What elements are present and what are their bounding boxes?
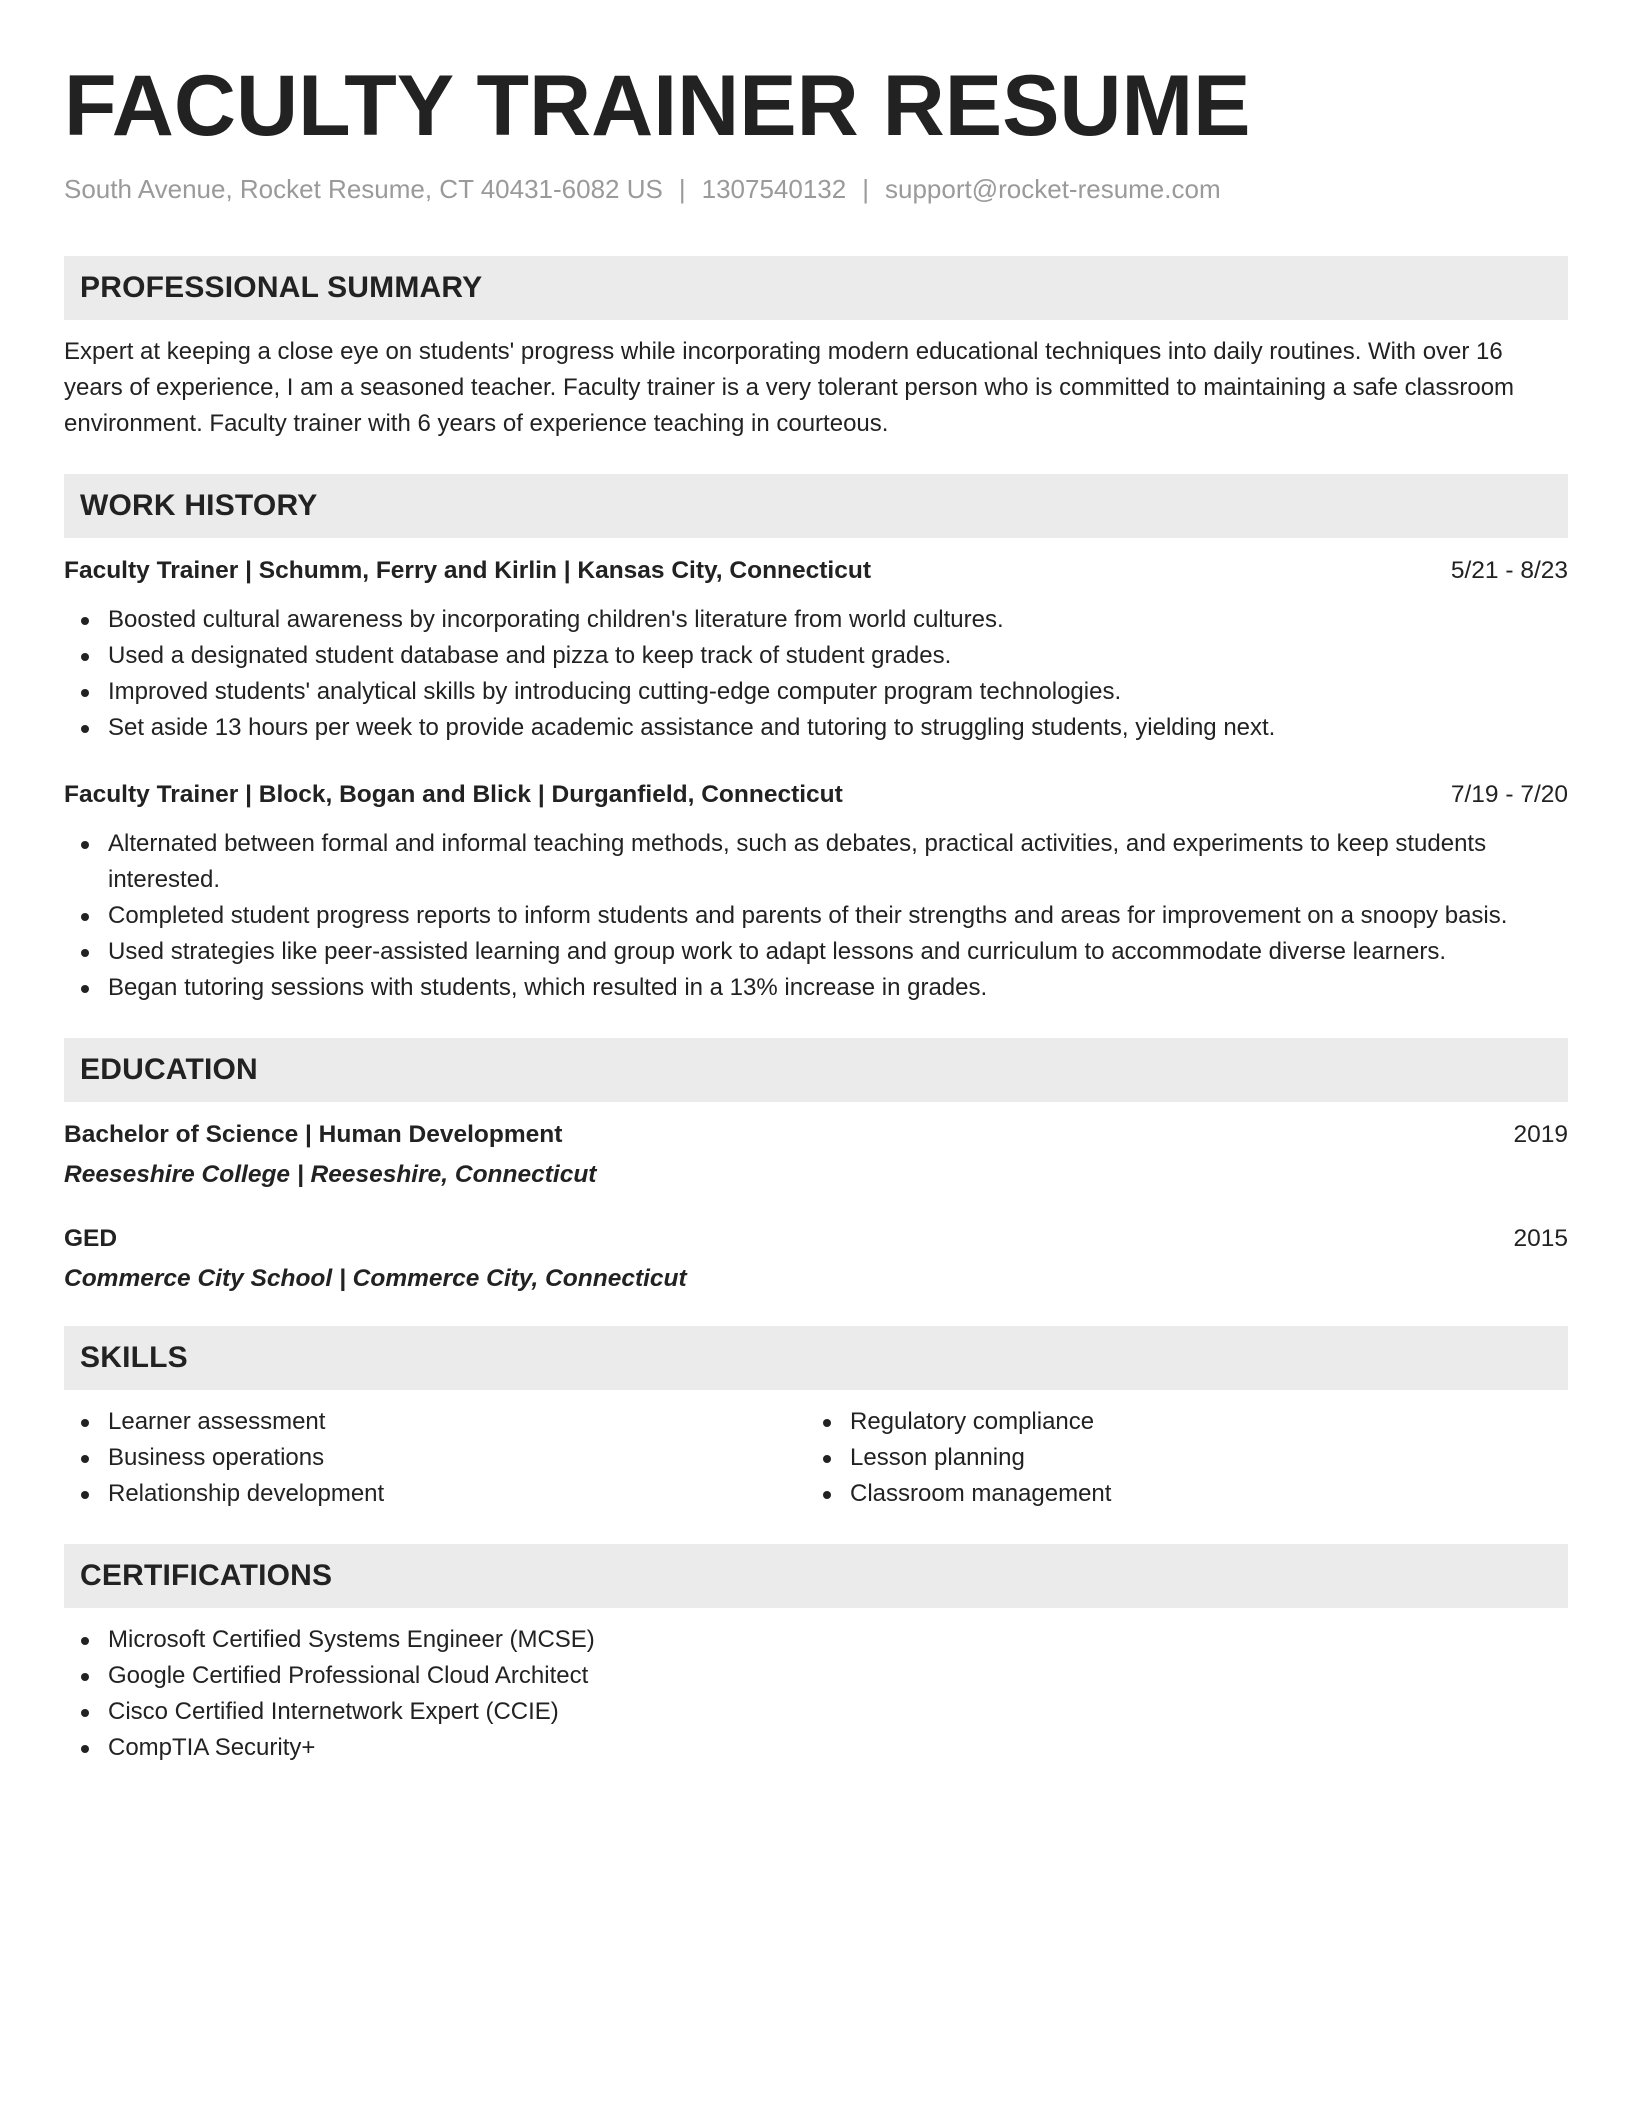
section-heading-certifications: CERTIFICATIONS: [64, 1544, 1568, 1608]
list-item: Regulatory compliance: [806, 1404, 1548, 1440]
education-entry: [64, 1222, 1568, 1296]
contact-email[interactable]: support@rocket-resume.com: [885, 174, 1221, 204]
list-item: Classroom management: [806, 1476, 1548, 1512]
summary-text: Expert at keeping a close eye on students' progress while incorporating modern educational techniques into daily routines. With over 16 years of experience, I am a seasoned teacher. Faculty trainer is a very tolerant person who is committed to maintaining a safe classroom environment. Faculty trainer with 6 years of experience teaching in courteous.: [64, 338, 1515, 437]
job-bullets: [64, 602, 1568, 746]
education-year: 2015: [1513, 1225, 1568, 1252]
contact-separator: |: [862, 174, 869, 204]
work-history-section: [64, 474, 1568, 1006]
skills-column-right: [806, 1404, 1548, 1512]
list-item: Completed student progress reports to inform students and parents of their strengths and areas for improvement on a snoopy basis.: [64, 898, 1568, 934]
list-item: Cisco Certified Internetwork Expert (CCIE): [64, 1694, 1568, 1730]
job-dates: 7/19 - 7/20: [1450, 781, 1568, 808]
list-item: CompTIA Security+: [64, 1730, 1568, 1766]
job-title: Faculty Trainer | Block, Bogan and Blick | Durganfield, Connecticut: [64, 781, 843, 808]
list-item: Set aside 13 hours per week to provide academic assistance and tutoring to struggling students, yielding next.: [64, 710, 1568, 746]
list-item: Microsoft Certified Systems Engineer (MCSE): [64, 1622, 1568, 1658]
certifications-section: [64, 1544, 1568, 1766]
section-heading-summary: PROFESSIONAL SUMMARY: [64, 256, 1568, 320]
list-item: Boosted cultural awareness by incorporating children's literature from world cultures.: [64, 602, 1568, 638]
list-item: Alternated between formal and informal teaching methods, such as debates, practical activities, and experiments to keep students interested.: [64, 826, 1568, 898]
job-header: [64, 554, 1568, 588]
education-degree: Bachelor of Science | Human Development: [64, 1121, 563, 1148]
list-item: Improved students' analytical skills by introducing cutting-edge computer program technologies.: [64, 674, 1568, 710]
list-item: Google Certified Professional Cloud Architect: [64, 1658, 1568, 1694]
resume-page: [64, 58, 1568, 1766]
job-title: Faculty Trainer | Schumm, Ferry and Kirlin | Kansas City, Connecticut: [64, 557, 871, 584]
skills-column-left: [64, 1404, 806, 1512]
education-entry: [64, 1118, 1568, 1192]
skills-grid: [64, 1404, 1568, 1512]
job-bullets: [64, 826, 1568, 1006]
job-dates: 5/21 - 8/23: [1450, 557, 1568, 584]
contact-line: [64, 172, 1568, 206]
skills-section: [64, 1326, 1568, 1512]
job-entry: [64, 778, 1568, 1006]
list-item: Began tutoring sessions with students, which resulted in a 13% increase in grades.: [64, 970, 1568, 1006]
list-item: Relationship development: [64, 1476, 806, 1512]
list-item: Lesson planning: [806, 1440, 1548, 1476]
list-item: Learner assessment: [64, 1404, 806, 1440]
resume-title: FACULTY TRAINER RESUME: [64, 58, 1251, 154]
education-section: [64, 1038, 1568, 1296]
education-school: Reeseshire College | Reeseshire, Connecticut: [64, 1161, 597, 1188]
education-header: [64, 1118, 1568, 1152]
job-entry: [64, 554, 1568, 746]
contact-separator: |: [678, 174, 686, 204]
section-heading-education: EDUCATION: [64, 1038, 1568, 1102]
education-header: [64, 1222, 1568, 1256]
education-school: Commerce City School | Commerce City, Connecticut: [64, 1265, 687, 1292]
contact-address: South Avenue, Rocket Resume, CT 40431-6082 US: [64, 174, 663, 204]
education-year: 2019: [1513, 1121, 1568, 1148]
certifications-list: [64, 1622, 1568, 1766]
education-degree: GED: [64, 1225, 118, 1252]
job-header: [64, 778, 1568, 812]
list-item: Used strategies like peer-assisted learning and group work to adapt lessons and curriculum to accommodate diverse learners.: [64, 934, 1568, 970]
contact-phone: 1307540132: [701, 174, 847, 204]
section-heading-work-history: WORK HISTORY: [64, 474, 1568, 538]
list-item: Business operations: [64, 1440, 806, 1476]
list-item: Used a designated student database and pizza to keep track of student grades.: [64, 638, 1568, 674]
section-heading-skills: SKILLS: [64, 1326, 1568, 1390]
summary-section: [64, 256, 1568, 442]
